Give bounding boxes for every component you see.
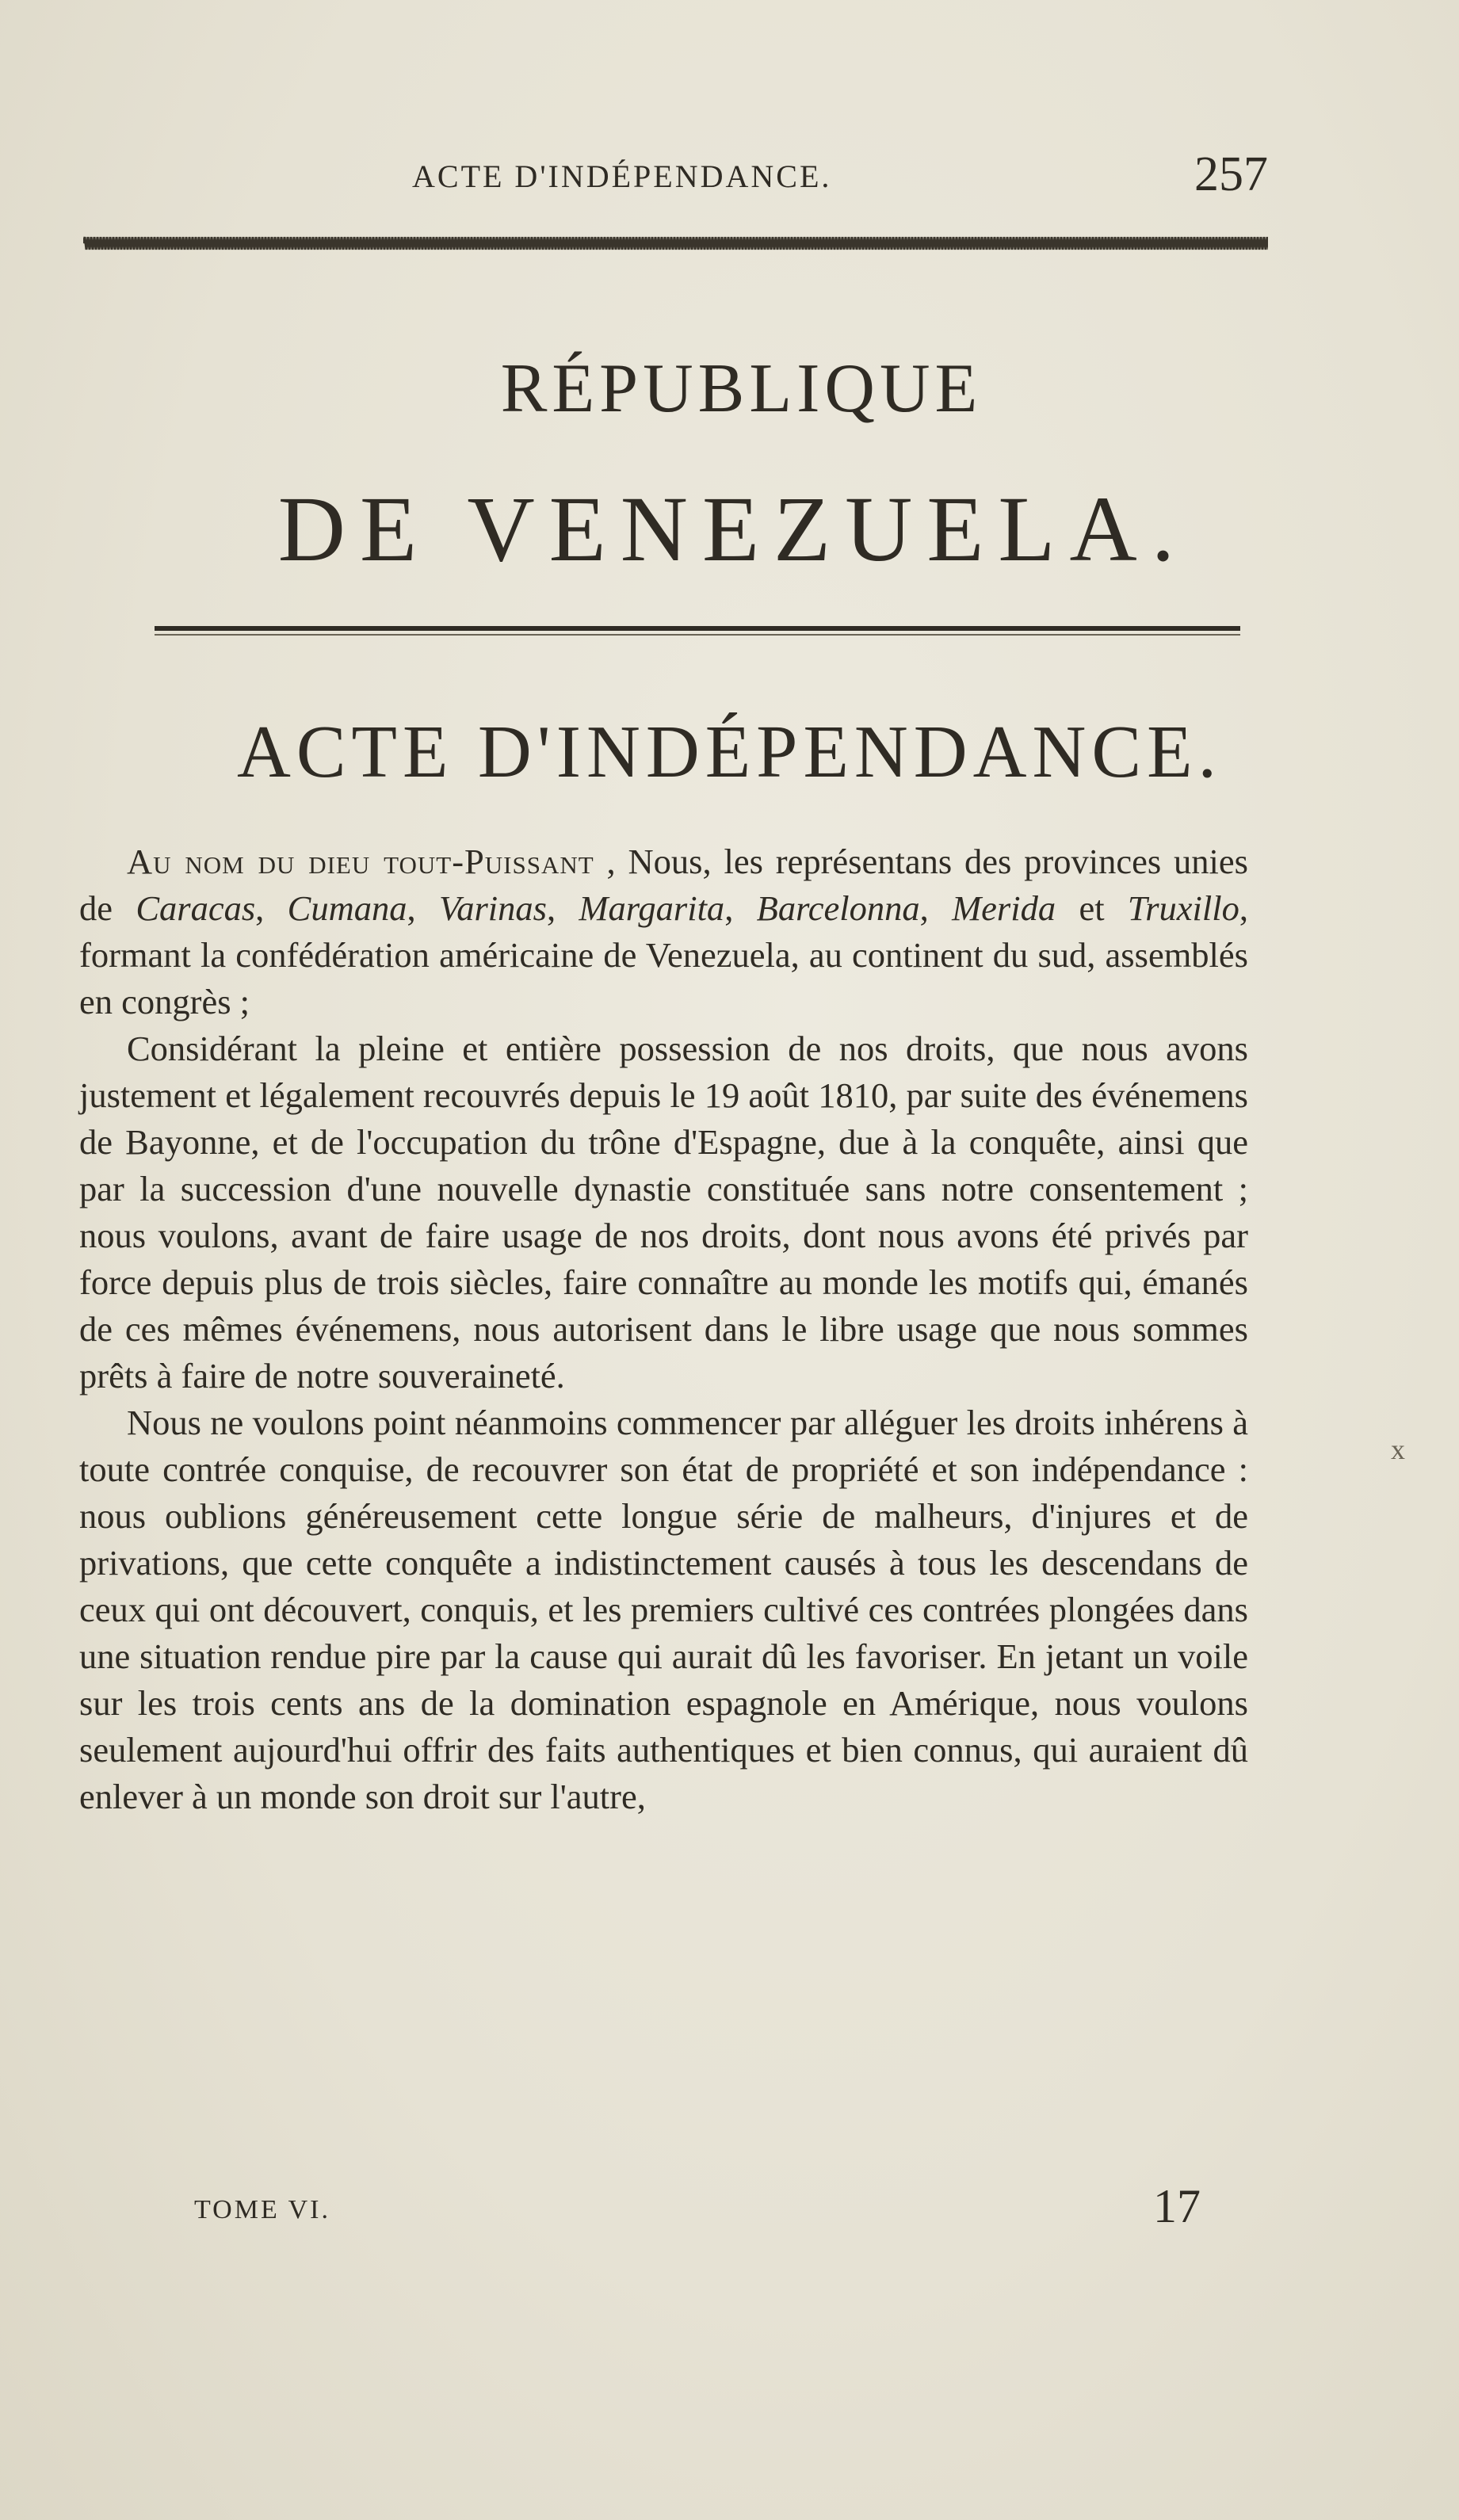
signature-mark: 17 [1153,2180,1201,2232]
section-title: ACTE D'INDÉPENDANCE. [236,711,1223,793]
place-name: Merida [952,888,1056,928]
volume-label: TOME VI. [194,2195,330,2224]
heading-venezuela: DE VENEZUELA. [277,477,1190,581]
place-name: Barcelonna [756,888,920,928]
page-footer [79,2179,1268,2251]
place-name: Varinas [438,888,547,928]
paragraph-1: Au nom du dieu tout-Puissant , Nous, les représentans des provinces unies de Caracas, Cumana, Varinas, Margarita, Barcelonna, Merida et Truxillo, formant la confédération américaine de Venezuela, au continent du sud, assemblés en congrès ; [79,842,1248,1021]
place-name: Cumana [287,888,407,928]
body-text [79,838,1248,1820]
heading-rule [155,626,1240,631]
place-name: Margarita [579,888,725,928]
page-number: 257 [1194,147,1268,201]
place-name: Truxillo [1127,888,1239,928]
invocation: Au nom du dieu tout-Puissant [127,842,594,881]
running-title: ACTE D'INDÉPENDANCE. [412,158,832,194]
place-name: Caracas [136,888,256,928]
wavy-ornament-rule [83,231,1268,255]
margin-mark: x [1391,1434,1405,1465]
heading-republique: RÉPUBLIQUE [500,350,983,427]
running-head [79,147,1268,210]
paragraph-3: Nous ne voulons point néanmoins commencer par alléguer les droits inhérens à toute contrée conquise, de recouvrer son état de propriété et son indépendance : nous oublions généreusement cette longue série de malheurs, d'injures et de privations, que cette conquête a indistinctement causés à tous les descendans de ceux qui ont découvert, conquis, et les premiers cultivé ces contrées plongées dans une situation rendue pire par la cause qui aurait dû les favoriser. En jetant un voile sur les trois cents ans de la domination espagnole en Amérique, nous voulons seulement aujourd'hui offrir des faits authentiques et bien connus, qui auraient dû enlever à un monde son droit sur l'autre, [79,1403,1248,1816]
paragraph-2: Considérant la pleine et entière possession de nos droits, que nous avons justement et légalement recouvrés depuis le 19 août 1810, par suite des événemens de Bayonne, et de l'occupation du trône d'Espagne, due à la conquête, ainsi que par la succession d'une nouvelle dynastie constituée sans notre consentement ; nous voulons, avant de faire usage de nos droits, dont nous avons été privés par force depuis plus de trois siècles, faire connaître au monde les motifs qui, émanés de ces mêmes événemens, nous autorisent dans le libre usage que nous sommes prêts à faire de notre souveraineté. [79,1029,1248,1396]
